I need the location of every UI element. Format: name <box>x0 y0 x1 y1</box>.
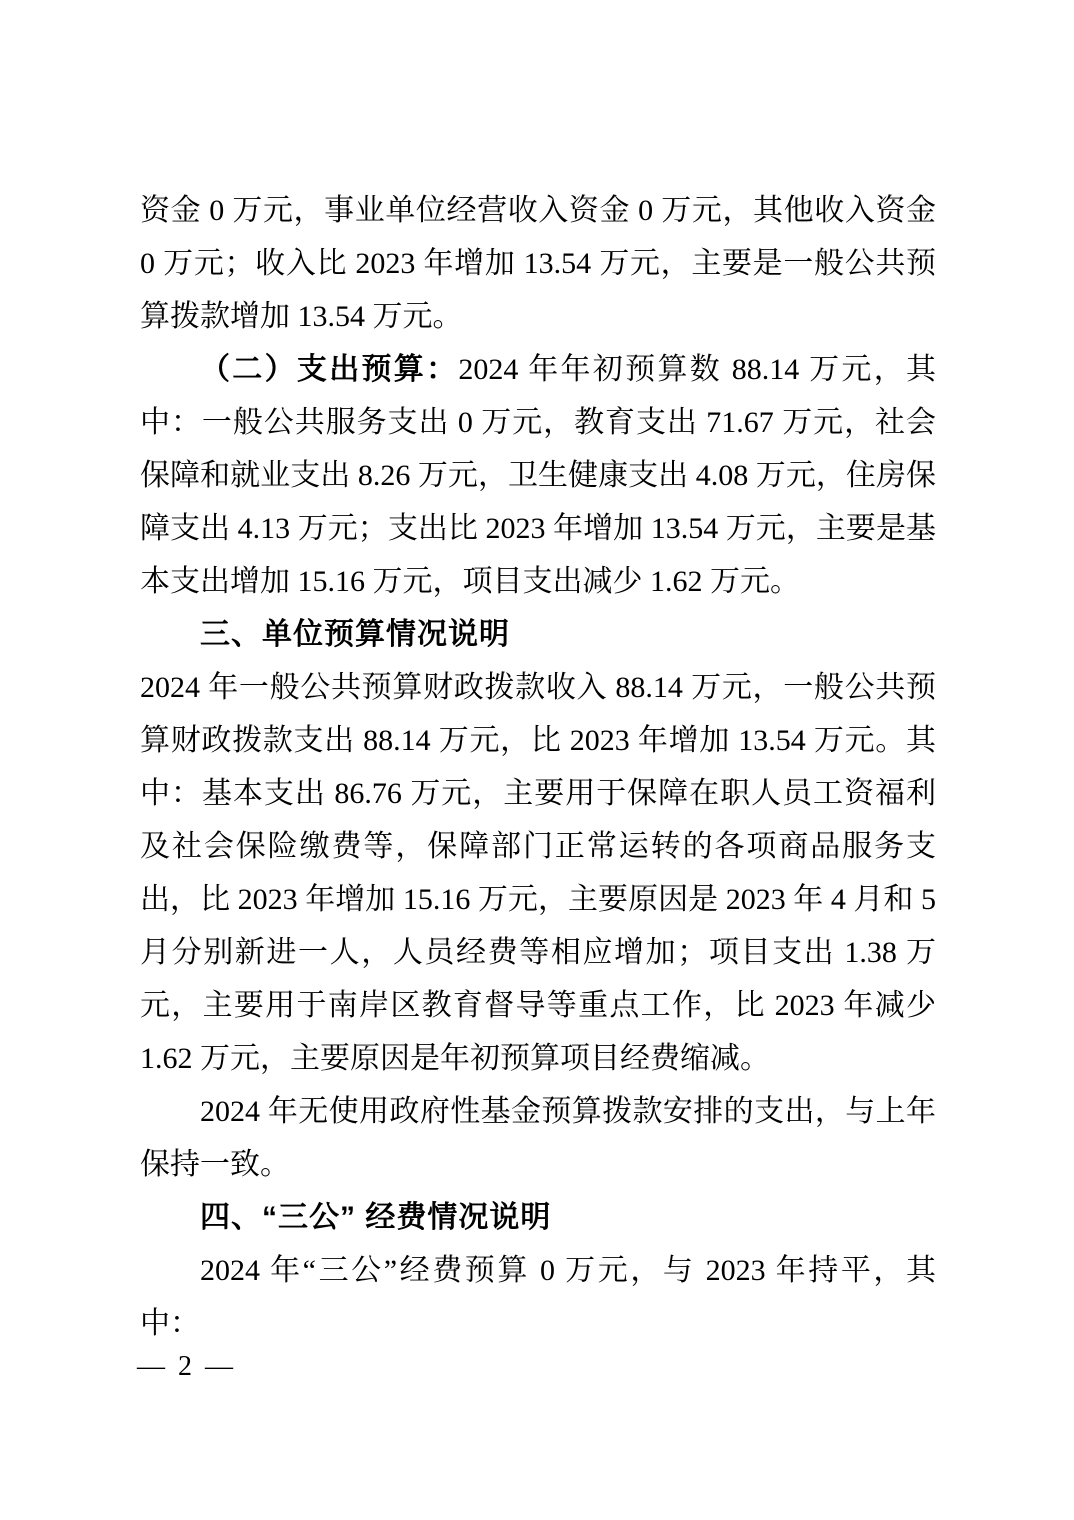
paragraph-income-continuation: 资金 0 万元，事业单位经营收入资金 0 万元，其他收入资金 0 万元；收入比 2023 年增加 13.54 万元，主要是一般公共预算拨款增加 13.54 万元。 <box>140 194 936 333</box>
paragraph-government-fund: 2024 年无使用政府性基金预算拨款安排的支出，与上年保持一致。 <box>140 1095 936 1181</box>
section-heading-unit-budget: 三、单位预算情况说明 <box>200 618 510 651</box>
paragraph-unit-budget-detail: 2024 年一般公共预算财政拨款收入 88.14 万元，一般公共预算财政拨款支出 88.14 万元，比 2023 年增加 13.54 万元。其中：基本支出 86.76 万元，主要用于保障在职人员工资福利及社会保险缴费等，保障部门正常运转的各项商品服务支出，比 2023 年增加 15.16 万元，主要原因是 2023 年 4 月和 5 月分别新进一人，人员经费等相应增加；项目支出 1.38 万元，主要用于南岸区教育督导等重点工作，比 2023 年减少 1.62 万元，主要原因是年初预算项目经费缩减。 <box>140 671 936 1075</box>
expenditure-budget-lead-label: （二）支出预算： <box>200 353 459 386</box>
section-heading-three-public-funds: 四、“三公” 经费情况说明 <box>200 1201 552 1234</box>
expenditure-budget-text: 2024 年年初预算数 88.14 万元，其中：一般公共服务支出 0 万元，教育支出 71.67 万元，社会保障和就业支出 8.26 万元，卫生健康支出 4.08 万元，住房保障支出 4.13 万元；支出比 2023 年增加 13.54 万元，主要是基本支出增加 15.16 万元，项目支出减少 1.62 万元。 <box>140 353 937 598</box>
page-number: — 2 — <box>137 1351 236 1382</box>
document-text-block <box>140 184 936 1350</box>
paragraph-three-public-funds: 2024 年“三公”经费预算 0 万元，与 2023 年持平，其中： <box>140 1254 936 1340</box>
paragraph-expenditure-budget <box>140 343 936 608</box>
